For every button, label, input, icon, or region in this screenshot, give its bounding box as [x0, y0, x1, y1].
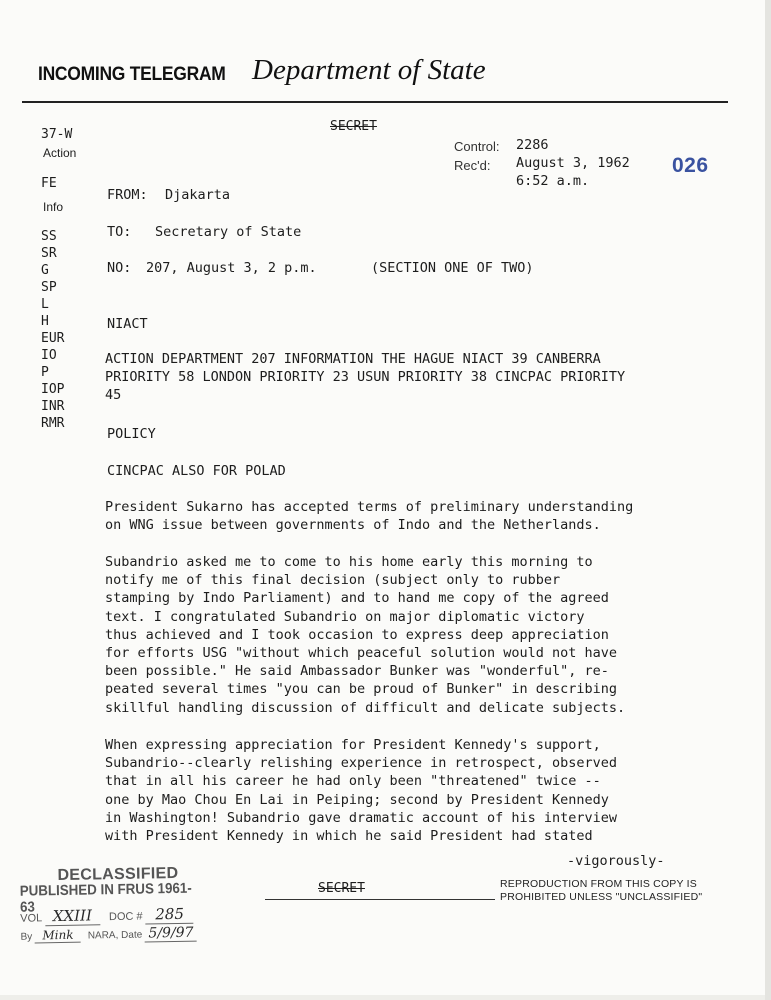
control-label: Control:: [454, 139, 500, 154]
text-line: notify me of this final decision (subject only to rubber: [105, 572, 561, 589]
stamp-vol-value: XXIII: [45, 906, 100, 926]
text-line: When expressing appreciation for President Kennedy's support,: [105, 737, 601, 753]
footer-rule: [265, 899, 495, 900]
continuation-word: -vigorously-: [567, 853, 665, 869]
paragraph-3: [105, 736, 715, 845]
text-line: skillful handling discussion of difficult and delicate subjects.: [105, 699, 626, 716]
stamp-by-line: [20, 925, 197, 945]
text-line: peated several times "you can be proud of Bunker" in describing: [105, 681, 618, 698]
text-line: on WNG issue between governments of Indo and the Netherlands.: [105, 517, 601, 534]
policy-heading: POLICY: [107, 426, 156, 442]
received-label: Rec'd:: [454, 158, 491, 173]
number-value: 207, August 3, 2 p.m.: [146, 260, 317, 276]
stamp-doc-value: 285: [145, 905, 193, 925]
info-office: IO: [41, 348, 57, 363]
paragraph-2: [105, 553, 715, 717]
from-value: Djakarta: [165, 187, 231, 203]
text-line: PRIORITY 58 LONDON PRIORITY 23 USUN PRIORITY 38 CINCPAC PRIORITY: [105, 369, 626, 386]
routing-code: 37-W: [41, 127, 73, 142]
reproduction-notice-line-2: PROHIBITED UNLESS "UNCLASSIFIED": [500, 891, 703, 903]
text-line: for efforts USG "without which peaceful solution would not have: [105, 645, 618, 662]
number-label: NO:: [107, 260, 132, 276]
declassified-stamp: [17, 860, 218, 948]
serial-number: 026: [672, 154, 709, 177]
paragraph-1: [105, 498, 715, 534]
control-number: 2286: [516, 137, 549, 153]
from-label: FROM:: [107, 187, 148, 203]
to-value: Secretary of State: [155, 224, 302, 240]
info-office: SR: [41, 246, 57, 261]
text-line: one by Mao Chou En Lai in Peiping; second by President Kennedy: [105, 791, 609, 808]
text-line: in Washington! Subandrio gave dramatic account of his interview: [105, 809, 618, 826]
info-office: SP: [41, 280, 57, 295]
stamp-by-value: Mink: [35, 928, 81, 944]
stamp-published: PUBLISHED IN FRUS 1961-63: [19, 880, 192, 916]
text-line: stamping by Indo Parliament) and to hand me copy of the agreed: [105, 590, 609, 607]
info-office: SS: [41, 229, 57, 244]
precedence: NIACT: [107, 316, 148, 332]
section-note: (SECTION ONE OF TWO): [371, 260, 534, 276]
action-office: FE: [41, 176, 57, 191]
text-line: thus achieved and I took occasion to express deep appreciation: [105, 626, 609, 643]
info-office: H: [41, 314, 49, 329]
text-line: with President Kennedy in which he said President had stated: [105, 828, 593, 845]
info-office: EUR: [41, 331, 65, 346]
text-line: President Sukarno has accepted terms of preliminary understanding: [105, 499, 634, 515]
info-office: G: [41, 263, 49, 278]
text-line: 45: [105, 387, 122, 404]
incoming-telegram-heading: INCOMING TELEGRAM: [38, 64, 226, 85]
action-distribution: [105, 350, 715, 405]
text-line: Subandrio asked me to come to his home early this morning to: [105, 554, 593, 570]
stamp-doc-label: DOC #: [108, 910, 143, 924]
action-label: Action: [43, 146, 77, 160]
info-office: IOP: [41, 382, 65, 397]
stamp-volume-line: [20, 905, 194, 927]
classification-bottom: SECRET: [318, 881, 365, 896]
header-rule: [22, 101, 728, 103]
info-office: RMR: [41, 416, 65, 431]
department-of-state-heading: Department of State: [252, 54, 486, 86]
page-edge: [765, 0, 771, 1000]
text-line: text. I congratulated Subandrio on major diplomatic victory: [105, 608, 585, 625]
info-office: P: [41, 365, 49, 380]
info-label: Info: [43, 200, 64, 214]
received-time: 6:52 a.m.: [516, 173, 590, 189]
received-date: August 3, 1962: [516, 155, 630, 171]
info-office: L: [41, 297, 49, 312]
text-line: ACTION DEPARTMENT 207 INFORMATION THE HAGUE NIACT 39 CANBERRA: [105, 351, 601, 367]
to-label: TO:: [107, 224, 132, 240]
cincpac-note: CINCPAC ALSO FOR POLAD: [107, 463, 286, 479]
text-line: been possible." He said Ambassador Bunker was "wonderful", re-: [105, 663, 609, 680]
stamp-nara-label: NARA, Date: [87, 929, 143, 942]
text-line: that in all his career he had only been "threatened" twice --: [105, 773, 601, 790]
reproduction-notice-line-1: REPRODUCTION FROM THIS COPY IS: [500, 878, 697, 890]
stamp-vol-label: VOL: [20, 912, 42, 925]
stamp-date-value: 5/9/97: [145, 925, 197, 943]
stamp-by-label: By: [20, 931, 33, 943]
info-office: INR: [41, 399, 65, 414]
classification-top: SECRET: [330, 119, 377, 134]
text-line: Subandrio--clearly relishing experience in retrospect, observed: [105, 755, 618, 772]
stamp-declassified: DECLASSIFIED: [57, 864, 179, 885]
